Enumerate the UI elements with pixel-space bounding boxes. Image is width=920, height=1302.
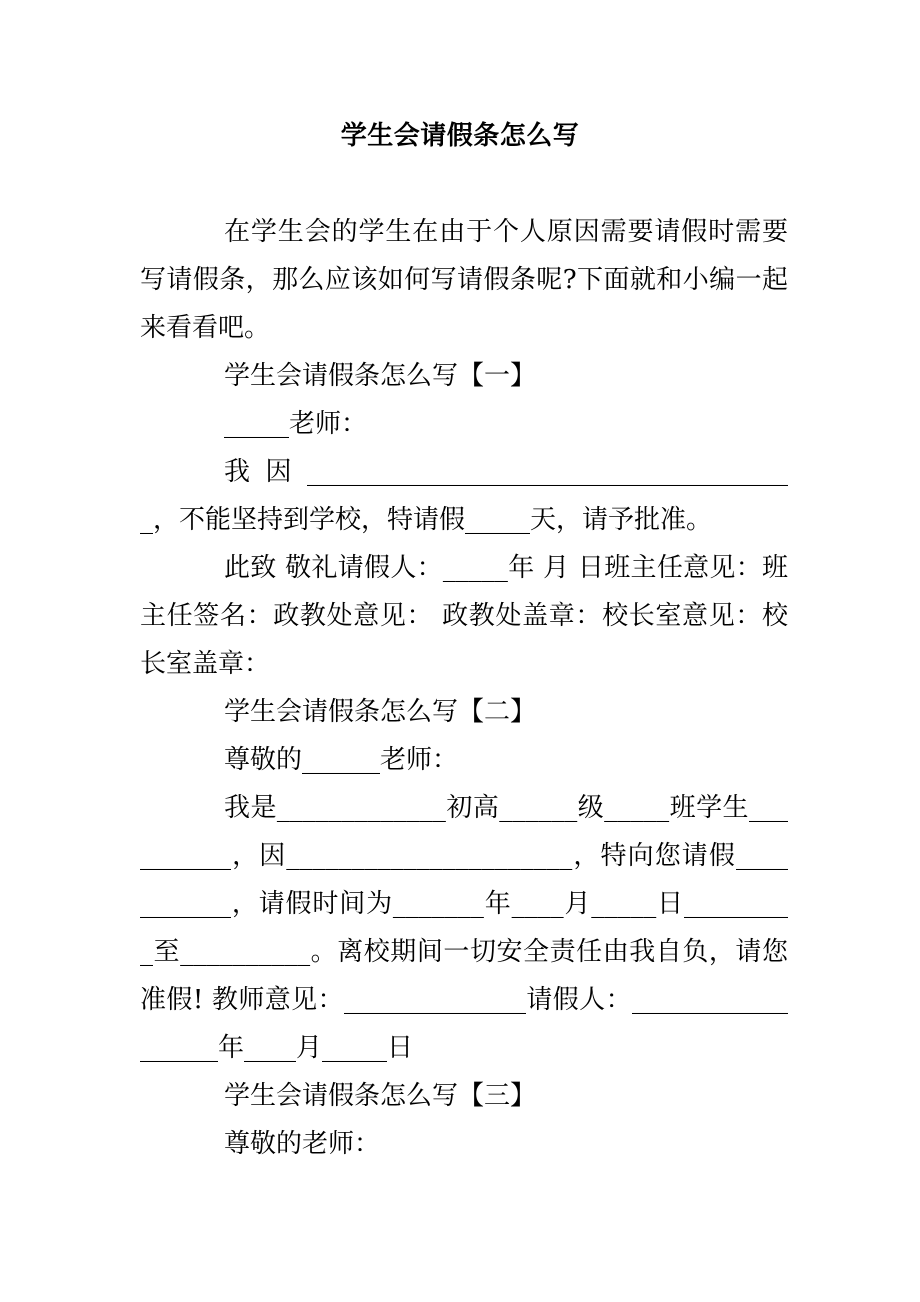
leave-request-paragraph-2: 我是_____________初高______级_____班学生__________，因______________________，特向您请假___________，请假时间为_______年____月_____日_________至__________。离校期间一切安全责任由我自负，请您准假! 教师意见：______________请假人：__________________年____月_____日 — [140, 793, 788, 1063]
section-heading-2: 学生会请假条怎么写【二】 — [224, 697, 537, 727]
salutation-2: 尊敬的______老师： — [224, 745, 459, 775]
leave-reason-paragraph-1: 我因______________________________________，不能坚持到学校，特请假_____天，请予批准。 — [140, 457, 788, 535]
salutation-1: _____老师： — [224, 409, 368, 439]
approval-paragraph-1: 此致 敬礼请假人：_____年 月 日班主任意见：班主任签名：政教处意见： 政教处盖章：校长室意见：校长室盖章： — [140, 553, 788, 679]
salutation-3: 尊敬的老师： — [224, 1129, 381, 1159]
intro-paragraph: 在学生会的学生在由于个人原因需要请假时需要写请假条，那么应该如何写请假条呢?下面就和小编一起来看看吧。 — [140, 217, 788, 343]
document-body — [140, 208, 788, 1168]
section-heading-1: 学生会请假条怎么写【一】 — [224, 361, 537, 391]
section-heading-3: 学生会请假条怎么写【三】 — [224, 1081, 537, 1111]
document-title: 学生会请假条怎么写 — [340, 121, 580, 151]
